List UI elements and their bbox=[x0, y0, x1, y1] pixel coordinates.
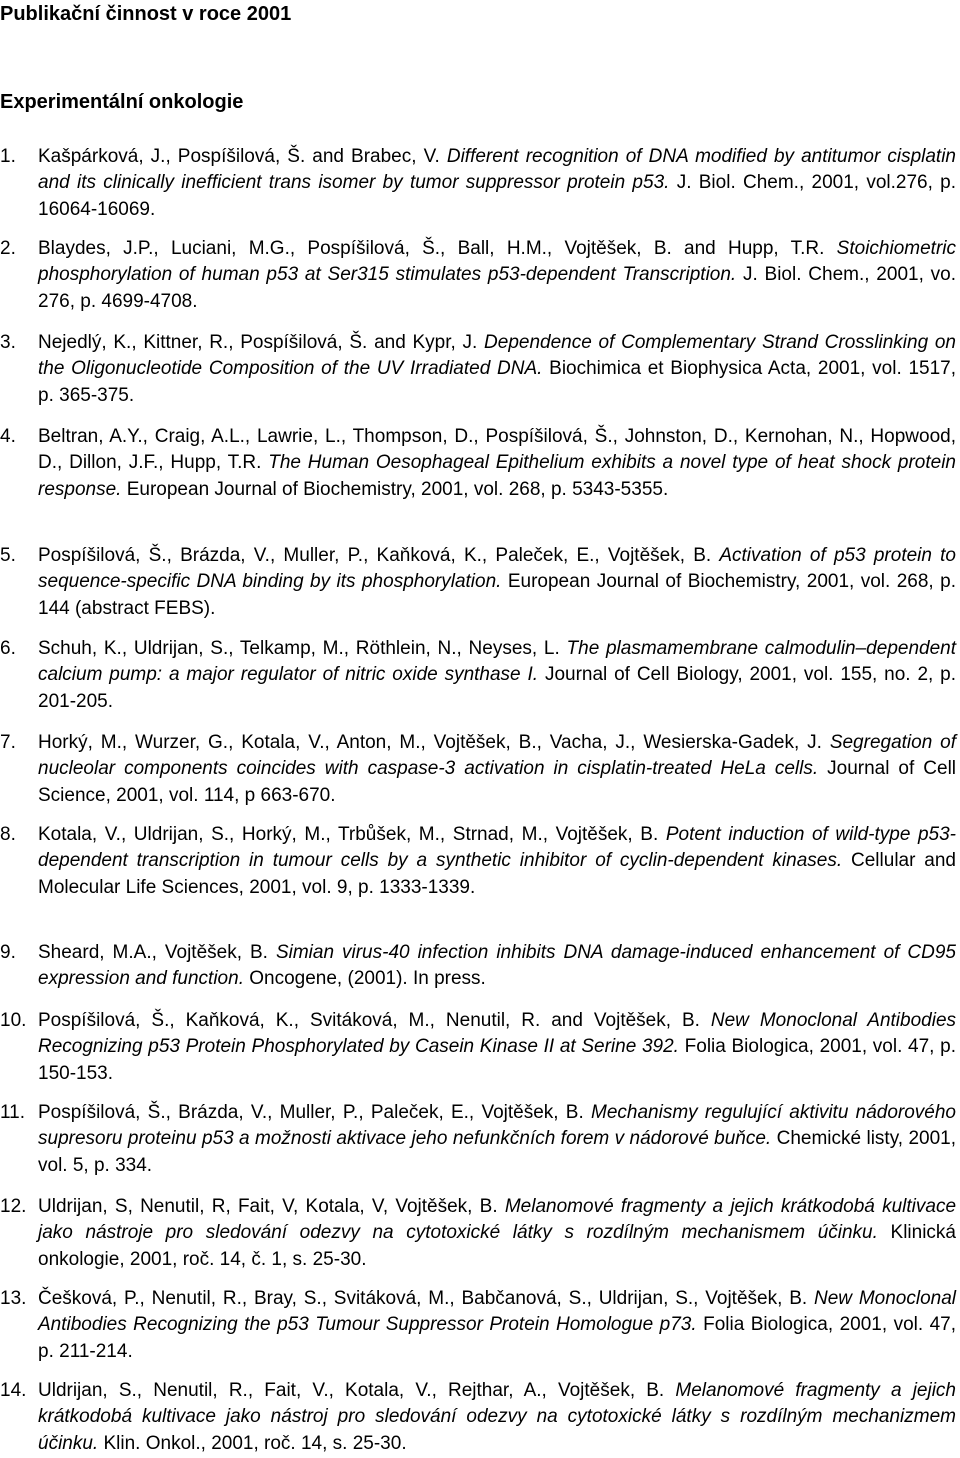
reference-title: Simian virus-40 infection inhibits DNA damage-induced enhancement of CD95 expression and function. bbox=[38, 942, 956, 990]
reference-number: 6. bbox=[0, 638, 16, 659]
reference-source: Folia Biologica, 2001, vol. 47, p. 150-153. bbox=[38, 1036, 956, 1084]
reference-item bbox=[0, 543, 957, 622]
reference-item bbox=[0, 940, 956, 993]
reference-title: New Monoclonal Antibodies Recognizing the p53 Tumour Suppressor Protein Homologue p73. bbox=[38, 1288, 956, 1336]
reference-authors: Sheard, M.A., Vojtěšek, B. bbox=[38, 942, 268, 963]
reference-number: 8. bbox=[0, 824, 16, 845]
reference-authors: Beltran, A.Y., Craig, A.L., Lawrie, L., Thompson, D., Pospíšilová, Š., Johnston, D., Kernohan, N., Hopwood, D., Dillon, J.F., Hupp, T.R. bbox=[38, 426, 956, 474]
reference-number: 2. bbox=[0, 238, 16, 259]
reference-title: Different recognition of DNA modified by antitumor cisplatin and its clinically inefficient trans isomer by tumor suppressor protein p53. bbox=[38, 146, 956, 194]
reference-item bbox=[0, 330, 957, 409]
reference-item bbox=[0, 236, 956, 315]
reference-number: 11. bbox=[0, 1102, 26, 1123]
reference-title: Stoichiometric phosphorylation of human p53 at Ser315 stimulates p53-dependent Transcription. bbox=[38, 238, 956, 286]
section-title: Experimentální onkologie bbox=[0, 91, 244, 113]
reference-number: 13. bbox=[0, 1288, 27, 1309]
reference-source: Klin. Onkol., 2001, roč. 14, s. 25-30. bbox=[103, 1432, 407, 1454]
reference-title: New Monoclonal Antibodies Recognizing p53 Protein Phosphorylated by Casein Kinase II at Serine 392. bbox=[38, 1010, 957, 1058]
reference-title: Dependence of Complementary Strand Crosslinking on the Oligonucleotide Composition of the UV Irradiated DNA. bbox=[38, 332, 956, 380]
reference-number: 5. bbox=[0, 545, 16, 566]
reference-item bbox=[0, 822, 957, 901]
reference-source: J. Biol. Chem., 2001, vo. 276, p. 4699-4708. bbox=[38, 264, 956, 312]
reference-title: Melanomové fragmenty a jejich krátkodobá kultivace jako nástroje pro sledování odezvy na cytotoxické látky s rozdílným mechanismem účinku. bbox=[38, 1196, 957, 1244]
reference-authors: Pospíšilová, Š., Kaňková, K., Svitáková, M., Nenutil, R. and Vojtěšek, B. bbox=[38, 1010, 700, 1031]
reference-authors: Schuh, K., Uldrijan, S., Telkamp, M., Röthlein, N., Neyses, L. bbox=[38, 638, 560, 659]
reference-source: Cellular and Molecular Life Sciences, 2001, vol. 9, p. 1333-1339. bbox=[38, 850, 956, 898]
reference-number: 7. bbox=[0, 732, 16, 753]
reference-item bbox=[0, 1008, 957, 1087]
reference-number: 1. bbox=[0, 146, 16, 167]
reference-authors: Pospíšilová, Š., Brázda, V., Muller, P., Kaňková, K., Paleček, E., Vojtěšek, B. bbox=[38, 545, 712, 566]
reference-source: J. Biol. Chem., 2001, vol.276, p. 16064-16069. bbox=[38, 172, 957, 220]
reference-source: European Journal of Biochemistry, 2001, vol. 268, p. 144 (abstract FEBS). bbox=[38, 571, 956, 619]
reference-item bbox=[0, 424, 957, 503]
reference-item bbox=[0, 1286, 957, 1365]
reference-item bbox=[0, 730, 957, 809]
reference-authors: Uldrijan, S, Nenutil, R, Fait, V, Kotala, V, Vojtěšek, B. bbox=[38, 1196, 498, 1217]
reference-source: Biochimica et Biophysica Acta, 2001, vol. 1517, p. 365-375. bbox=[38, 358, 957, 406]
reference-number: 12. bbox=[0, 1196, 27, 1217]
reference-title: Segregation of nucleolar components coincides with caspase-3 activation in cisplatin-treated HeLa cells. bbox=[38, 732, 957, 780]
reference-title: Melanomové fragmenty a jejich krátkodobá kultivace jako nástroj pro sledování odezvy na cytotoxické látky s rozdílným mechanizmem účinku. bbox=[38, 1380, 957, 1454]
reference-authors: Pospíšilová, Š., Brázda, V., Muller, P., Paleček, E., Vojtěšek, B. bbox=[38, 1102, 584, 1123]
reference-source: Folia Biologica, 2001, vol. 47, p. 211-214. bbox=[38, 1314, 957, 1362]
reference-source: Chemické listy, 2001, vol. 5, p. 334. bbox=[38, 1128, 957, 1176]
reference-item bbox=[0, 1194, 957, 1273]
reference-title: Mechanismy regulující aktivitu nádorového supresoru proteinu p53 a možnosti aktivace jeho nefunkčních forem v nádorové buňce. bbox=[38, 1102, 956, 1150]
reference-number: 14. bbox=[0, 1380, 27, 1401]
page-title: Publikační činnost v roce 2001 bbox=[0, 3, 292, 25]
reference-number: 3. bbox=[0, 332, 16, 353]
reference-title: The Human Oesophageal Epithelium exhibits a novel type of heat shock protein response. bbox=[38, 452, 957, 500]
reference-number: 9. bbox=[0, 942, 16, 963]
reference-item bbox=[0, 144, 957, 223]
reference-authors: Blaydes, J.P., Luciani, M.G., Pospíšilová, Š., Ball, H.M., Vojtěšek, B. and Hupp, T.R. bbox=[38, 238, 825, 259]
reference-item bbox=[0, 636, 957, 715]
reference-source: Oncogene, (2001). In press. bbox=[249, 968, 486, 990]
reference-authors: Horký, M., Wurzer, G., Kotala, V., Anton, M., Vojtěšek, B., Vacha, J., Wesierska-Gadek, J. bbox=[38, 732, 822, 753]
reference-authors: Nejedlý, K., Kittner, R., Pospíšilová, Š. and Kypr, J. bbox=[38, 332, 478, 353]
reference-title: The plasmamembrane calmodulin–dependent calcium pump: a major regulator of nitric oxide synthase I. bbox=[38, 638, 957, 686]
reference-authors: Češková, P., Nenutil, R., Bray, S., Svitáková, M., Babčanová, S., Uldrijan, S., Vojtěšek, B. bbox=[38, 1288, 808, 1309]
reference-item bbox=[0, 1378, 957, 1457]
reference-authors: Kašpárková, J., Pospíšilová, Š. and Brabec, V. bbox=[38, 146, 440, 167]
reference-number: 10. bbox=[0, 1010, 27, 1031]
reference-source: Journal of Cell Science, 2001, vol. 114, p 663-670. bbox=[38, 758, 957, 806]
reference-authors: Kotala, V., Uldrijan, S., Horký, M., Trbůšek, M., Strnad, M., Vojtěšek, B. bbox=[38, 824, 659, 845]
reference-item bbox=[0, 1100, 957, 1179]
reference-authors: Uldrijan, S., Nenutil, R., Fait, V., Kotala, V., Rejthar, A., Vojtěšek, B. bbox=[38, 1380, 665, 1401]
reference-source: Klinická onkologie, 2001, roč. 14, č. 1, s. 25-30. bbox=[38, 1222, 956, 1270]
reference-number: 4. bbox=[0, 426, 16, 447]
reference-source: Journal of Cell Biology, 2001, vol. 155, no. 2, p. 201-205. bbox=[38, 664, 956, 712]
reference-title: Activation of p53 protein to sequence-specific DNA binding by its phosphorylation. bbox=[38, 545, 957, 593]
reference-source: European Journal of Biochemistry, 2001, vol. 268, p. 5343-5355. bbox=[126, 478, 669, 500]
reference-title: Potent induction of wild-type p53-dependent transcription in tumour cells by a synthetic inhibitor of cyclin-dependent kinases. bbox=[38, 824, 957, 872]
